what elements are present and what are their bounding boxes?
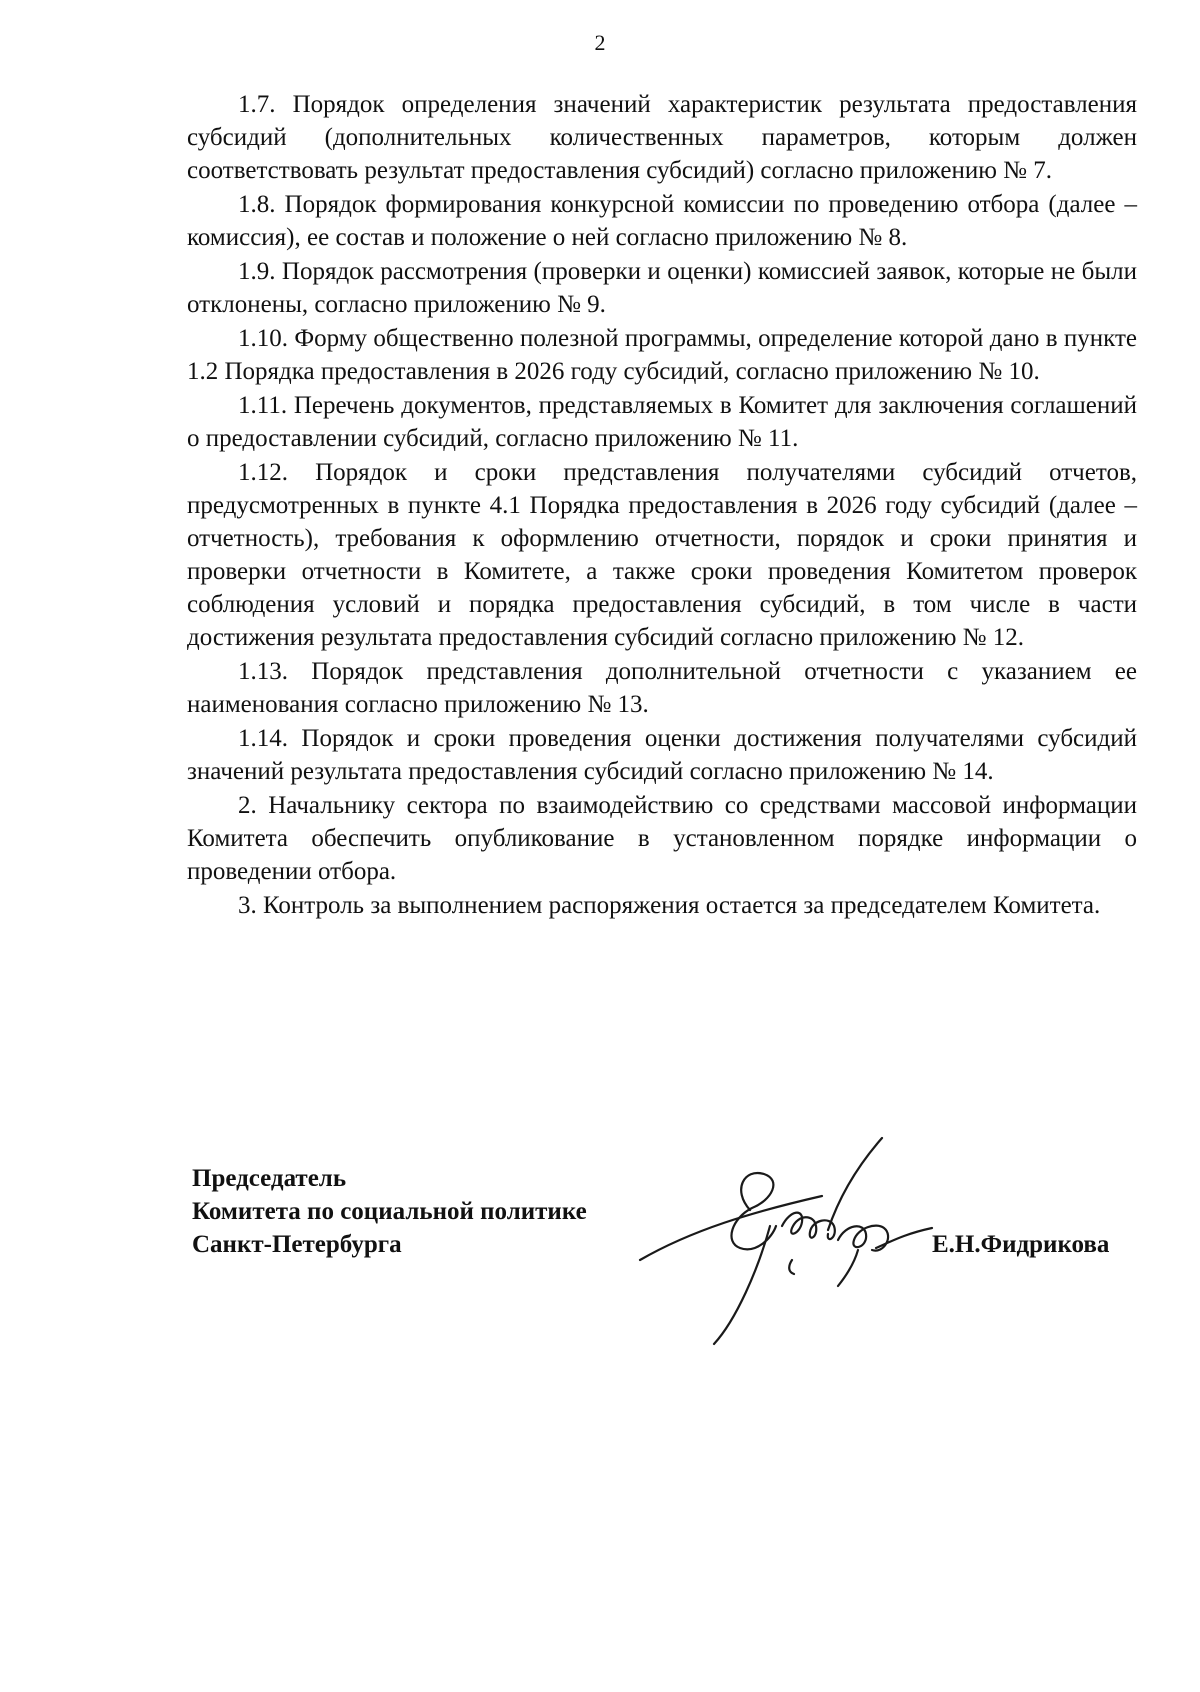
handwritten-signature	[632, 1130, 952, 1350]
page-number: 2	[594, 30, 606, 55]
paragraph-1-9: 1.9. Порядок рассмотрения (проверки и оценки) комиссией заявок, которые не были отклонены, согласно приложению № 9.	[187, 258, 1137, 318]
paragraph-1-11: 1.11. Перечень документов, представляемых в Комитет для заключения соглашений о предоставлении субсидий, согласно приложению № 11.	[187, 392, 1137, 452]
signatory-title-line: Санкт-Петербурга	[192, 1231, 402, 1258]
signatory-title-line: Председатель	[192, 1165, 347, 1192]
paragraph-1-8: 1.8. Порядок формирования конкурсной комиссии по проведению отбора (далее – комиссия), ее состав и положение о ней согласно приложению № 8.	[187, 191, 1137, 251]
signature-block	[192, 1162, 1142, 1332]
paragraph-1-13: 1.13. Порядок представления дополнительной отчетности с указанием ее наименования согласно приложению № 13.	[187, 658, 1137, 718]
paragraph-1-14: 1.14. Порядок и сроки проведения оценки достижения получателями субсидий значений результата предоставления субсидий согласно приложению № 14.	[187, 725, 1137, 785]
paragraph-1-10: 1.10. Форму общественно полезной программы, определение которой дано в пункте 1.2 Порядка предоставления в 2026 году субсидий, согласно приложению № 10.	[187, 325, 1137, 385]
paragraph-3: 3. Контроль за выполнением распоряжения остается за председателем Комитета.	[238, 892, 1101, 919]
paragraph-1-7: 1.7. Порядок определения значений характеристик результата предоставления субсидий (дополнительных количественных параметров, которым должен соответствовать результат предоставления субсидий) согласно приложению № 7.	[187, 91, 1137, 184]
signatory-name: Е.Н.Фидрикова	[932, 1231, 1110, 1258]
paragraph-2: 2. Начальнику сектора по взаимодействию со средствами массовой информации Комитета обеспечить опубликование в установленном порядке информации о проведении отбора.	[187, 792, 1137, 885]
paragraph-1-12: 1.12. Порядок и сроки представления получателями субсидий отчетов, предусмотренных в пункте 4.1 Порядка предоставления в 2026 году субсидий (далее – отчетность), требования к оформлению отчетности, порядок и сроки принятия и проверки отчетности в Комитете, а также сроки проведения Комитетом проверок соблюдения условий и порядка предоставления субсидий, в том числе в части достижения результата предоставления субсидий согласно приложению № 12.	[187, 459, 1137, 651]
signatory-title-line: Комитета по социальной политике	[192, 1198, 587, 1225]
document-body	[187, 88, 1137, 923]
signatory-title	[192, 1162, 587, 1261]
